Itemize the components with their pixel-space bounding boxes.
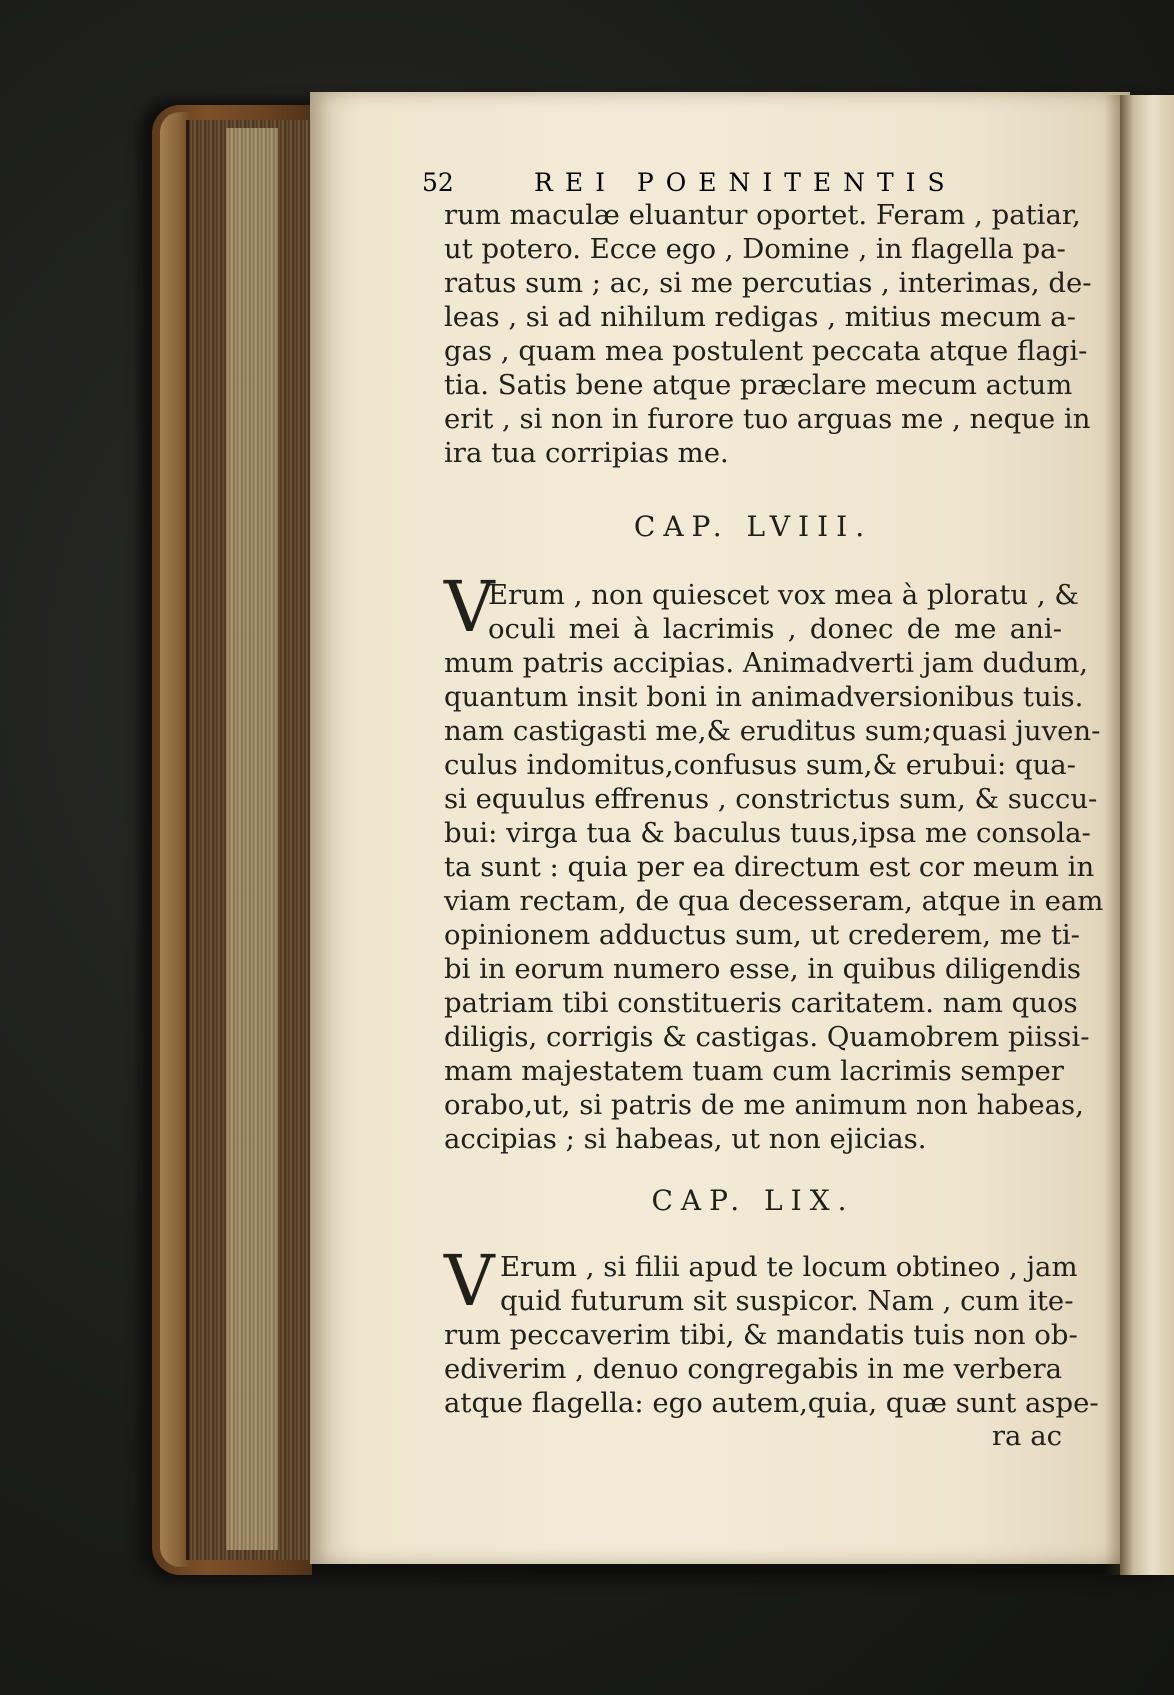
text-line: diligis, corrigis & castigas. Quamobrem piissi- — [444, 1021, 1090, 1053]
text-line: nam castigasti me,& eruditus sum;quasi juven- — [444, 715, 1101, 747]
text-line: rum maculæ eluantur oportet. Feram , patiar, — [444, 199, 1081, 231]
text-line: ta sunt : quia per ea directum est cor meum in — [444, 851, 1095, 883]
text-line: atque flagella: ego autem,quia, quæ sunt aspe- — [444, 1387, 1099, 1419]
chapter-heading: CAP. LVIII. — [633, 510, 873, 543]
text-line: quantum insit boni in animadversionibus tuis. — [444, 681, 1084, 713]
page-number: 52 — [422, 168, 454, 197]
chapter-heading: CAP. LIX. — [651, 1184, 855, 1217]
text-line: ratus sum ; ac, si me percutias , interimas, de- — [444, 267, 1092, 299]
text-line: mam majestatem tuam cum lacrimis semper — [444, 1055, 1064, 1087]
text-line: leas , si ad nihilum redigas , mitius mecum a- — [444, 301, 1076, 333]
text-line: bi in eorum numero esse, in quibus diligendis — [444, 953, 1081, 985]
text-line: mum patris accipias. Animadverti jam dudum, — [444, 647, 1089, 679]
text-line: quid futurum sit suspicor. Nam , cum ite- — [500, 1285, 1074, 1317]
text-line: orabo,ut, si patris de me animum non habeas, — [444, 1089, 1084, 1121]
text-line: accipias ; si habeas, ut non ejicias. — [444, 1123, 927, 1155]
text-line: ira tua corripias me. — [444, 437, 729, 469]
text-line: rum peccaverim tibi, & mandatis tuis non ob- — [444, 1319, 1078, 1351]
running-title: REI POENITENTIS — [534, 168, 957, 197]
text-line: ediverim , denuo congregabis in me verbera — [444, 1353, 1062, 1385]
text-line: bui: virga tua & baculus tuus,ipsa me consola- — [444, 817, 1091, 849]
text-line: patriam tibi constitueris caritatem. nam quos — [444, 987, 1078, 1019]
text-line: Erum , si filii apud te locum obtineo , jam — [500, 1251, 1078, 1283]
gilt-edge — [226, 128, 278, 1550]
text-line: ut potero. Ecce ego , Domine , in flagella pa- — [444, 233, 1066, 265]
facing-page-edge — [1120, 95, 1174, 1575]
text-line: oculi mei à lacrimis , donec de me ani- — [488, 613, 1062, 645]
text-line: tia. Satis bene atque præclare mecum actum — [444, 369, 1073, 401]
text-line: viam rectam, de qua decesseram, atque in eam — [444, 885, 1104, 917]
catchword: ra ac — [991, 1420, 1062, 1452]
text-line: Erum , non quiescet vox mea à ploratu , & — [488, 579, 1079, 611]
drop-cap: V — [444, 566, 495, 648]
text-line: si equulus effrenus , constrictus sum, & succu- — [444, 783, 1098, 815]
text-line: culus indomitus,confusus sum,& erubui: qua- — [444, 749, 1076, 781]
drop-cap: V — [444, 1240, 495, 1322]
text-line: opinionem adductus sum, ut crederem, me ti- — [444, 919, 1080, 951]
text-line: gas , quam mea postulent peccata atque flagi- — [444, 335, 1088, 367]
text-line: erit , si non in furore tuo arguas me , neque in — [444, 403, 1091, 435]
